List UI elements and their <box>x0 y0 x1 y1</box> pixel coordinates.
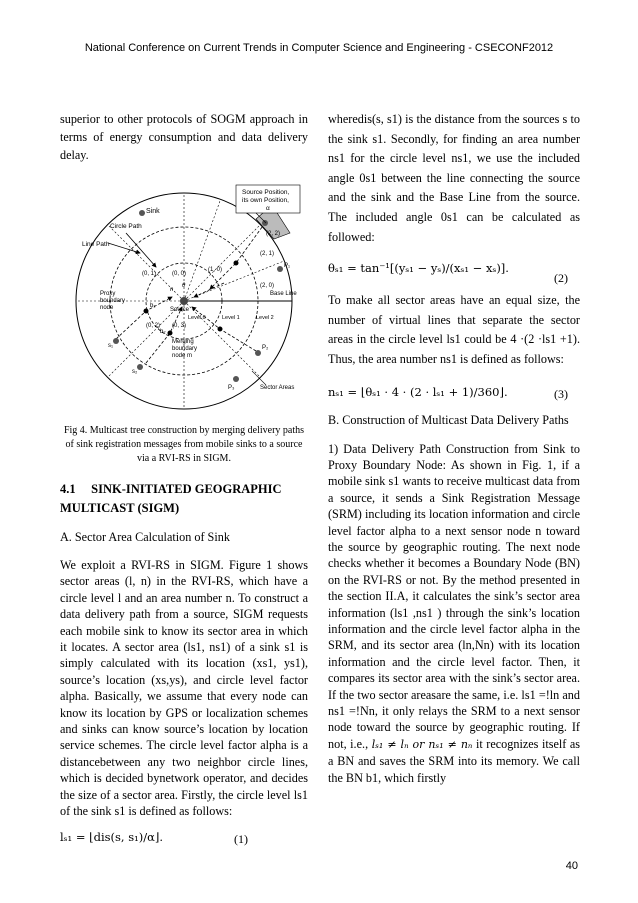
body-paragraph: To make all sector areas have an equal size, the number of virtual lines that separate the sector areas in the circle level ls1 could be 4 ·(2 ·ls1 +1). Thus, the area number ns1 is defined as follows: <box>328 293 580 366</box>
fig-label-sink: Sink <box>146 208 160 215</box>
body-paragraph <box>328 441 580 787</box>
inline-math: lₛ₁ ≠ lₙ or nₛ₁ ≠ nₙ <box>371 737 473 751</box>
sink-node <box>262 220 268 226</box>
equation-1-number: (1) <box>234 831 248 846</box>
fig-label-s2: s₂ <box>132 369 138 375</box>
fig-label-p1: P₁ <box>284 263 291 269</box>
fig-label-circle-path: Circle Path <box>110 223 142 230</box>
equation-2-formula: θₛ₁ = tan⁻¹[(yₛ₁ − yₛ)/(xₛ₁ − xₛ)]. <box>328 261 509 276</box>
sink-node <box>139 210 145 216</box>
fig-label-sector-areas: Sector Areas <box>260 385 295 391</box>
line-path-arrow <box>108 243 140 253</box>
fig-label-level0: Level 0 <box>188 315 206 321</box>
delivery-path <box>210 223 265 289</box>
fig-label-l20: (2, 0) <box>260 283 275 289</box>
delivery-path <box>194 283 224 297</box>
fig-label-l01: (0, 1) <box>142 271 157 277</box>
fig-label-base-line: Base Line <box>270 291 297 297</box>
equation-2 <box>328 257 580 286</box>
sector-line <box>184 201 223 301</box>
fig-label-b2: b₂ <box>160 329 166 335</box>
sink-node <box>113 338 119 344</box>
fig-label-l02: (0, 2) <box>146 323 161 329</box>
body-paragraph: We exploit a RVI-RS in SIGM. Figure 1 shows sector areas (l, n) in the RVI-RS, which have a circle level l and an area number n. To construct a data delivery path from a source, SIGM requests each mobile sink to know its sector area in which it locates. A sector area (ls1, ns1) of a sink s1 is simply calculated with its location (xs1, ys1), source’s location (xs,ys), and circle level factor alpha. Basically, we assume that every node can know its location by GPS or localization schemes and sinks can know source’s location by location service schemes. The circle level factor alpha is a distancebetween any two neighbor circle lines, which is decided bynetwork operator, and decides the size of a sector area. Firstly, the circle level ls1 of the sink s1 is defined as follows: <box>60 558 308 819</box>
sink-node <box>137 364 143 370</box>
body-paragraph: wheredis(s, s1) is the distance from the sources s to the sink s1. Secondly, for finding an area number ns1 for the circle level ns1, we use the included angle 0s1 between the line connecting the source and the sink and the Base Line from the source. The included angle 0s1 can be calculated as followed: <box>328 112 580 244</box>
fig-label-proxy: Proxy boundary node <box>100 291 126 311</box>
sink-node <box>277 266 283 272</box>
boundary-node <box>168 331 173 336</box>
fig-label-p2: P₂ <box>262 345 269 351</box>
left-column <box>60 110 308 856</box>
subsection-heading: A. Sector Area Calculation of Sink <box>60 530 230 544</box>
sink-node <box>255 350 261 356</box>
sink-node <box>233 376 239 382</box>
section-heading <box>60 480 308 518</box>
fig-label-l00: (0, 0) <box>172 271 187 277</box>
fig-label-l21: (2, 1) <box>260 251 275 257</box>
fig-label-level2: Level 2 <box>256 315 274 321</box>
fig-label-b1: b₁ <box>150 303 156 309</box>
fig-label-level1: Level 1 <box>222 315 240 321</box>
fig-label-s1: s₁ <box>108 343 114 349</box>
fig-label-l03: (0, 3) <box>172 323 187 329</box>
running-header: National Conference on Current Trends in Computer Science and Engineering - CSECONF2012 <box>84 42 554 54</box>
fig-label-n: n <box>170 287 174 293</box>
figure-4-diagram <box>60 183 308 413</box>
right-column <box>328 110 580 786</box>
section-title: SINK-INITIATED GEOGRAPHIC MULTICAST (SIGM) <box>60 482 282 515</box>
fig-label-own-position: its own Position, <box>242 197 289 204</box>
page-number: 40 <box>565 860 578 872</box>
equation-3-number: (3) <box>554 386 568 401</box>
fig-label-merging: Merging boundary node m <box>172 339 198 359</box>
equation-3 <box>328 381 580 405</box>
section-number: 4.1 <box>60 482 76 496</box>
sector-line <box>184 301 260 377</box>
fig-label-alpha: α <box>266 205 270 212</box>
equation-1 <box>60 826 308 850</box>
subsection-heading: B. Construction of Multicast Data Delivery Paths <box>328 412 569 427</box>
figure-caption: Fig 4. Multicast tree construction by merging delivery paths of sink registration messages from mobile sinks to a source via a RVI-RS in SIGM. <box>63 425 305 464</box>
fig-label-p3: P₃ <box>228 385 235 391</box>
fig-label-source: Source <box>170 307 190 313</box>
equation-3-formula: nₛ₁ = ⌊θₛ₁ · 4 · (2 · lₛ₁ + 1)/360⌋. <box>328 384 508 399</box>
fig-label-theta: θ <box>182 283 186 289</box>
boundary-node <box>144 309 149 314</box>
fig-label-line-path: Line Path <box>82 241 110 248</box>
body-paragraph-end: it recognizes itself as a BN and saves the SRM into its memory. We call the BN b1, which firstly <box>328 736 581 785</box>
boundary-node <box>218 327 223 332</box>
equation-1-formula: lₛ₁ = ⌊dis(s, s₁)/α⌋. <box>60 829 164 844</box>
boundary-node <box>234 261 239 266</box>
fig-label-l22: (2, 2) <box>266 231 281 237</box>
source-node <box>180 297 188 305</box>
intro-paragraph: superior to other protocols of SOGM approach in terms of energy consumption and data delivery delay. <box>60 112 308 162</box>
body-paragraph-start: 1) Data Delivery Path Construction from Sink to Proxy Boundary Node: As shown in Fig. 1, if a mobile sink s1 wants to receive multicast data from a source, it sends a Sink Registration Message (SRM) including its location information and circle level factor alpha to a next sensor node n toward the source by geographic routing. The next node checks whether it becomes a Boundary Node (BN) on the RVI-RS or not. By the method presented in the section II.A, it calculates the sink’s sector area information (ls1 ,ns1 ) through the sink’s location information and the circle level factor alpha in the SRM, and its sector area (ln,Nn) with its location information and the circle level factor. Then, it compares its sector area with the sink’s sector area. If the two sector areasare the same, i.e. ls1 =!ln and ns1 =!Nn, it only relays the SRM to a next sensor node toward the source by geographic routing. If not, i.e., <box>328 441 580 751</box>
sector-line <box>184 225 260 301</box>
fig-label-l10: (1, 0) <box>208 267 223 273</box>
equation-2-number: (2) <box>554 271 568 286</box>
fig-label-source-position: Source Position, <box>242 189 290 196</box>
delivery-path <box>192 307 256 351</box>
